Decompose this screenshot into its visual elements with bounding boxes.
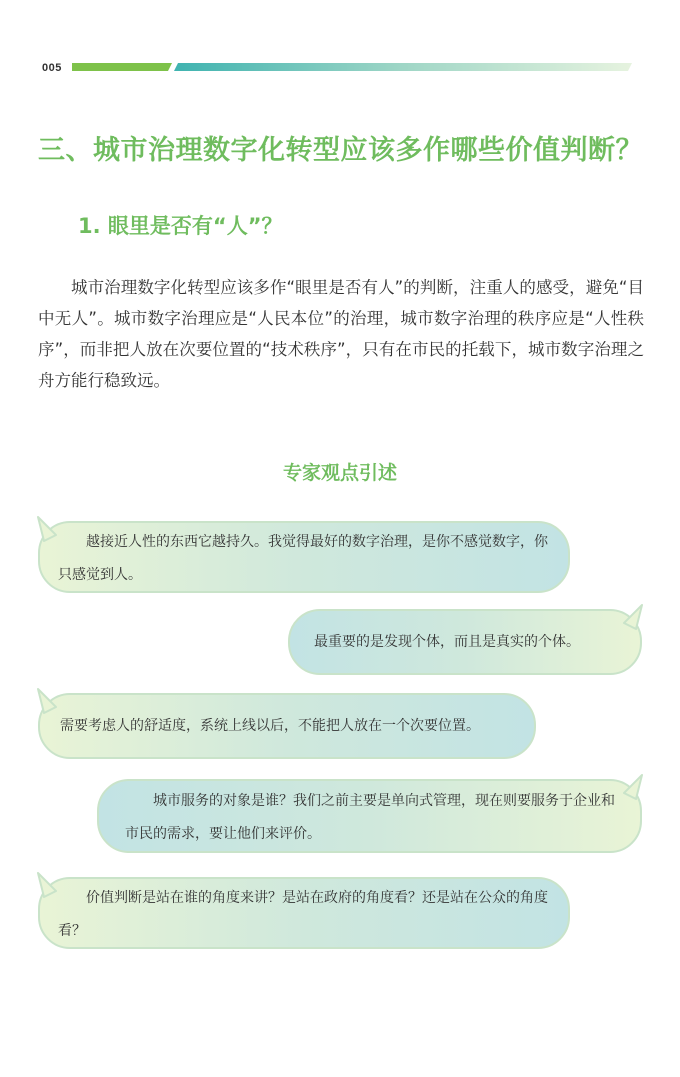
bubble-tail	[36, 517, 58, 547]
quote-text: 价值判断是站在谁的角度来讲？是站在政府的角度看？还是站在公众的角度看？	[58, 890, 548, 939]
bubble-tail	[36, 689, 58, 719]
quote-text: 越接近人性的东西它越持久。我觉得最好的数字治理，是你不感觉数字，你只感觉到人。	[58, 534, 548, 583]
quote-text: 最重要的是发现个体，而且是真实的个体。	[314, 634, 580, 650]
quote-bubble	[97, 779, 642, 853]
quote-bubble	[288, 609, 642, 675]
bubble-tail	[622, 605, 644, 635]
sub-title: 1. 眼里是否有“人”？	[78, 214, 283, 238]
section-title: 三、城市治理数字化转型应该多作哪些价值判断？	[38, 135, 643, 166]
body-paragraph: 城市治理数字化转型应该多作“眼里是否有人”的判断，注重人的感受，避免“目中无人”。城市数字治理应是“人民本位”的治理，城市数字治理的秩序应是“人性秩序”，而非把人放在次要位置的“技术秩序”，只有在市民的托载下，城市数字治理之舟方能行稳致远。	[38, 278, 644, 390]
quote-text: 需要考虑人的舒适度，系统上线以后，不能把人放在一个次要位置。	[60, 718, 480, 734]
quote-text: 城市服务的对象是谁？我们之前主要是单向式管理，现在则要服务于企业和市民的需求，要让他们来评价。	[125, 793, 615, 842]
header-decorative-bar	[72, 63, 632, 72]
page-number: 005	[42, 62, 62, 74]
quote-bubble	[38, 693, 536, 759]
bubble-tail	[36, 873, 58, 903]
quotes-heading: 专家观点引述	[282, 462, 397, 484]
quote-bubble	[38, 521, 570, 593]
quote-bubble	[38, 877, 570, 949]
bubble-tail	[622, 775, 644, 805]
